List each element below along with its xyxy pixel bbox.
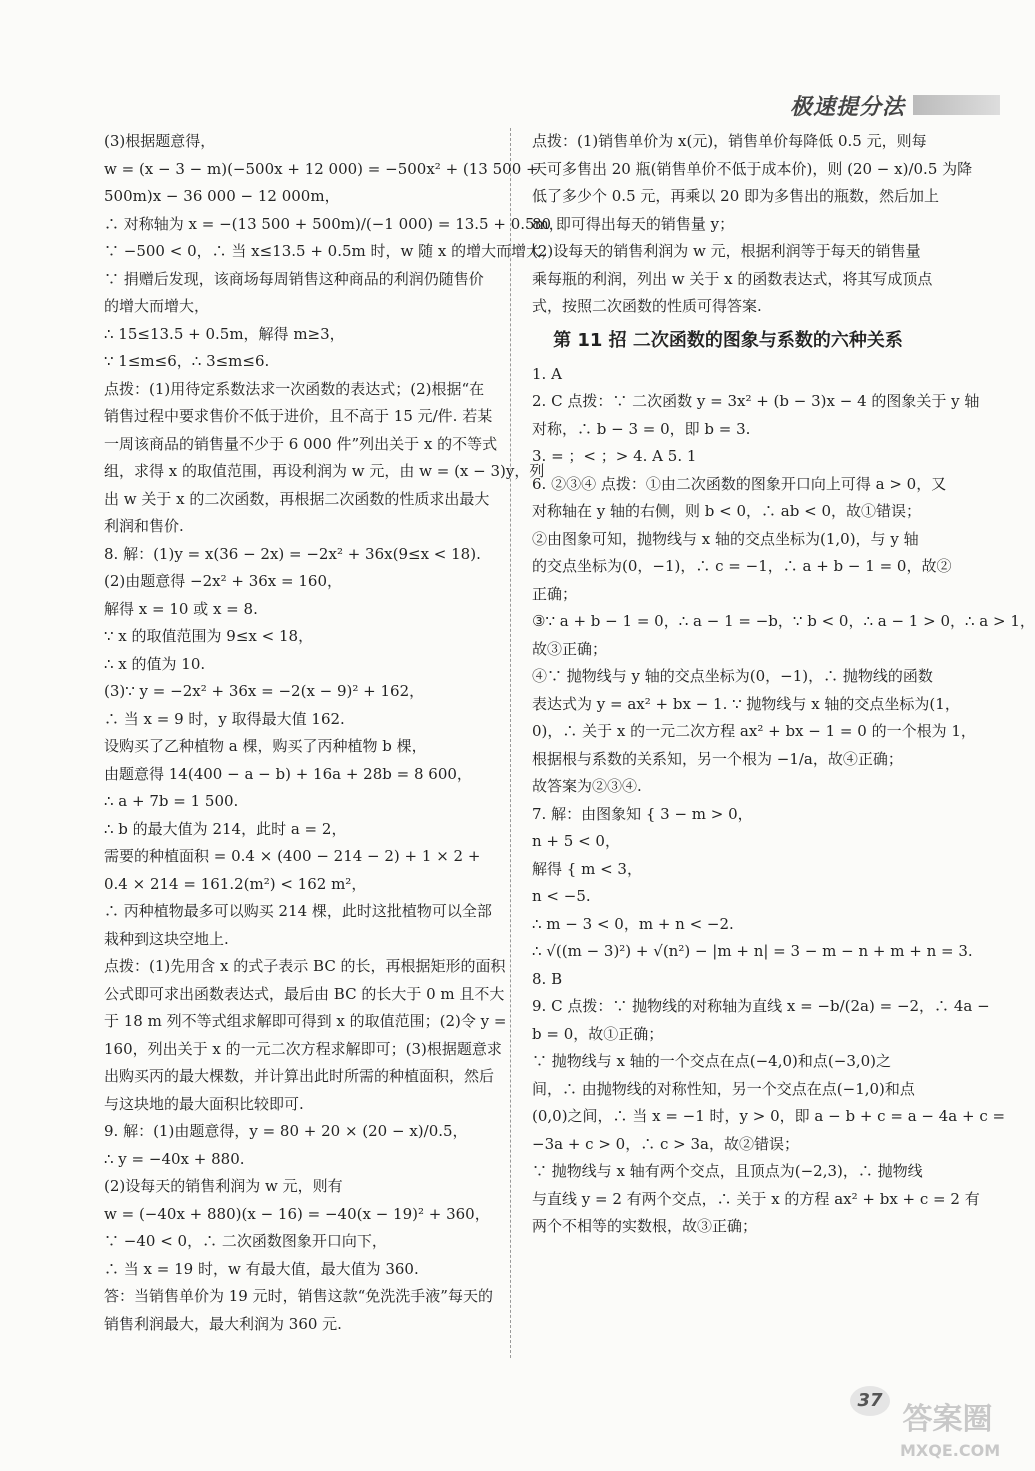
text-line: 设购买了乙种植物 a 棵，购买了丙种植物 b 棵， bbox=[104, 737, 427, 755]
text-line: 正确； bbox=[532, 584, 578, 603]
text-line: 销售过程中要求售价不低于进价，且不高于 15 元/件. 若某 bbox=[104, 407, 493, 425]
text-line: 2. C 点拨：∵ 二次函数 y = 3x² + (b − 3)x − 4 的图象关于 y 轴 bbox=[532, 392, 980, 410]
text-line: 点拨：(1)先用含 x 的式子表示 BC 的长，再根据矩形的面积 bbox=[104, 957, 506, 975]
text-line: 表达式为 y = ax² + bx − 1. ∵ 抛物线与 x 轴的交点坐标为(1， bbox=[532, 694, 960, 713]
text-line: 天可多售出 20 瓶(销售单价不低于成本价)，则 (20 − x)/0.5 为降 bbox=[532, 159, 973, 178]
text-line: (2)设每天的销售利润为 w 元，则有 bbox=[104, 1177, 343, 1195]
watermark bbox=[900, 1400, 1001, 1470]
text-line: 点拨：(1)用待定系数法求一次函数的表达式；(2)根据“在 bbox=[104, 379, 485, 398]
text-line: 栽种到这块空地上. bbox=[104, 929, 229, 948]
text-line: 点拨：(1)销售单价为 x(元)，销售单价每降低 0.5 元，则每 bbox=[532, 132, 927, 150]
text-line: w = (x − 3 − m)(−500x + 12 000) = −500x² + (13 500 + bbox=[104, 159, 539, 178]
text-line: ∴ b 的最大值为 214，此时 a = 2， bbox=[104, 819, 347, 838]
text-line: 乘每瓶的利润，列出 w 关于 x 的函数表达式，将其写成顶点 bbox=[532, 269, 933, 288]
text-line: 7. 解：由图象知 { 3 − m > 0， bbox=[532, 804, 753, 823]
text-line: ∴ 当 x = 19 时，w 有最大值，最大值为 360. bbox=[104, 1259, 419, 1278]
text-line: ∴ 15≤13.5 + 0.5m，解得 m≥3， bbox=[104, 324, 345, 343]
text-line: 利润和售价. bbox=[104, 517, 184, 535]
brand-title: 极速提分法 bbox=[790, 94, 906, 120]
text-line: 故③正确； bbox=[532, 639, 608, 658]
text-line: (3)根据题意得， bbox=[104, 132, 216, 150]
text-line: 80 即可得出每天的销售量 y； bbox=[532, 214, 735, 233]
text-line: 8. B bbox=[532, 969, 563, 988]
page-number: 37 bbox=[850, 1386, 890, 1416]
text-line: 于 18 m 列不等式组求解即可得到 x 的取值范围；(2)令 y = bbox=[104, 1012, 507, 1030]
text-line: ∵ 抛物线与 x 轴有两个交点，且顶点为(−2,3)，∴ 抛物线 bbox=[532, 1162, 923, 1180]
text-line: ∵ 1≤m≤6，∴ 3≤m≤6. bbox=[104, 352, 270, 370]
watermark-cn: 答案圈 bbox=[902, 1402, 993, 1437]
text-line: 式，按照二次函数的性质可得答案. bbox=[532, 297, 762, 315]
column-divider bbox=[510, 128, 511, 1358]
watermark-en: MXQE.COM bbox=[900, 1441, 1001, 1460]
text-line: (2)由题意得 −2x² + 36x = 160， bbox=[104, 572, 342, 590]
text-line: ∴ m − 3 < 0，m + n < −2. bbox=[532, 914, 734, 933]
text-line: (0,0)之间，∴ 当 x = −1 时，y > 0，即 a − b + c = a − 4a + c = bbox=[532, 1107, 1006, 1125]
text-line: 根据根与系数的关系知，另一个根为 −1/a，故④正确； bbox=[532, 749, 903, 768]
text-line: 两个不相等的实数根，故③正确； bbox=[532, 1217, 758, 1235]
text-line: b = 0，故①正确； bbox=[532, 1024, 664, 1043]
text-line: 出 w 关于 x 的二次函数，再根据二次函数的性质求出最大 bbox=[104, 489, 490, 508]
text-line: 6. ②③④ 点拨：①由二次函数的图象开口向上可得 a > 0，又 bbox=[532, 474, 947, 493]
text-line: ③∵ a + b − 1 = 0，∴ a − 1 = −b，∵ b < 0，∴ a − 1 > 0，∴ a > 1， bbox=[532, 612, 1035, 630]
text-line: 9. 解：(1)由题意得，y = 80 + 20 × (20 − x)/0.5， bbox=[104, 1122, 468, 1140]
text-line: 组，求得 x 的取值范围，再设利润为 w 元，由 w = (x − 3)y，列 bbox=[104, 462, 545, 480]
text-line: 与这块地的最大面积比较即可. bbox=[104, 1094, 304, 1113]
header-brand bbox=[790, 88, 1000, 122]
text-line: ∴ 丙种植物最多可以购买 214 棵，此时这批植物可以全部 bbox=[104, 902, 492, 920]
text-line: ∵ −40 < 0，∴ 二次函数图象开口向下， bbox=[104, 1232, 387, 1250]
text-line: 故答案为②③④. bbox=[532, 777, 642, 795]
text-line: (3)∵ y = −2x² + 36x = −2(x − 9)² + 162， bbox=[104, 682, 425, 700]
text-line: 需要的种植面积 = 0.4 × (400 − 214 − 2) + 1 × 2 + bbox=[104, 847, 481, 865]
text-line: 公式即可求出函数表达式，最后由 BC 的长大于 0 m 且不大 bbox=[104, 984, 505, 1003]
text-line: 一周该商品的销售量不少于 6 000 件”列出关于 x 的不等式 bbox=[104, 434, 498, 453]
text-line: 对称轴在 y 轴的右侧，则 b < 0，∴ ab < 0，故①错误； bbox=[532, 502, 921, 520]
text-line: 的增大而增大， bbox=[104, 297, 210, 315]
text-line: 160，列出关于 x 的一元二次方程求解即可；(3)根据题意求 bbox=[104, 1039, 502, 1058]
text-line: 答：当销售单价为 19 元时，销售这款“免洗洗手液”每天的 bbox=[104, 1287, 493, 1305]
text-line: n + 5 < 0， bbox=[532, 832, 620, 850]
text-line: ∵ x 的取值范围为 9≤x < 18， bbox=[104, 627, 314, 645]
text-line: ④∵ 抛物线与 y 轴的交点坐标为(0，−1)，∴ 抛物线的函数 bbox=[532, 667, 933, 685]
text-line: 9. C 点拨：∵ 抛物线的对称轴为直线 x = −b/(2a) = −2，∴ 4a − bbox=[532, 997, 990, 1015]
brand-bar bbox=[913, 95, 1000, 115]
text-line: w = (−40x + 880)(x − 16) = −40(x − 19)² + 360， bbox=[104, 1204, 490, 1223]
text-line: ∴ 当 x = 9 时，y 取得最大值 162. bbox=[104, 709, 345, 728]
text-line: ②由图象可知，抛物线与 x 轴的交点坐标为(1,0)，与 y 轴 bbox=[532, 529, 919, 548]
text-line: (2)设每天的销售利润为 w 元，根据利润等于每天的销售量 bbox=[532, 242, 921, 260]
section-title: 第 11 招 二次函数的图象与系数的六种关系 bbox=[553, 329, 903, 351]
text-line: 对称，∴ b − 3 = 0，即 b = 3. bbox=[532, 419, 751, 438]
text-line: ∴ a + 7b = 1 500. bbox=[104, 792, 239, 810]
text-line: 由题意得 14(400 − a − b) + 16a + 28b = 8 600， bbox=[104, 764, 472, 783]
text-line: ∴ 对称轴为 x = −(13 500 + 500m)/(−1 000) = 13.5 + 0.5m， bbox=[104, 214, 564, 233]
text-line: 与直线 y = 2 有两个交点，∴ 关于 x 的方程 ax² + bx + c = 2 有 bbox=[532, 1189, 980, 1208]
text-line: 解得 x = 10 或 x = 8. bbox=[104, 599, 258, 618]
right-column bbox=[532, 128, 1035, 1241]
text-line: n < −5. bbox=[532, 887, 591, 905]
text-line: 销售利润最大，最大利润为 360 元. bbox=[104, 1314, 342, 1333]
text-line: ∴ x 的值为 10. bbox=[104, 654, 206, 673]
text-line: 间，∴ 由抛物线的对称性知，另一个交点在点(−1,0)和点 bbox=[532, 1079, 915, 1098]
text-line: ∵ −500 < 0，∴ 当 x≤13.5 + 0.5m 时，w 随 x 的增大而增大， bbox=[104, 242, 557, 260]
text-line: 8. 解：(1)y = x(36 − 2x) = −2x² + 36x(9≤x < 18). bbox=[104, 544, 481, 563]
text-line: 0.4 × 214 = 161.2(m²) < 162 m²， bbox=[104, 874, 367, 893]
text-line: ∵ 捐赠后发现，该商场每周销售这种商品的利润仍随售价 bbox=[104, 269, 484, 288]
text-line: 出购买丙的最大棵数，并计算出此时所需的种植面积，然后 bbox=[104, 1067, 495, 1085]
text-line: 0)，∴ 关于 x 的一元二次方程 ax² + bx − 1 = 0 的一个根为 1， bbox=[532, 722, 976, 740]
text-line: ∴ y = −40x + 880. bbox=[104, 1149, 245, 1168]
text-line: 1. A bbox=[532, 364, 562, 383]
text-line: 500m)x − 36 000 − 12 000m， bbox=[104, 187, 340, 205]
text-line: 3. = ；< ；> 4. A 5. 1 bbox=[532, 447, 697, 465]
text-line: 低了多少个 0.5 元，再乘以 20 即为多售出的瓶数，然后加上 bbox=[532, 187, 940, 205]
text-line: ∵ 抛物线与 x 轴的一个交点在点(−4,0)和点(−3,0)之 bbox=[532, 1052, 892, 1070]
text-line: −3a + c > 0，∴ c > 3a，故②错误； bbox=[532, 1134, 799, 1153]
text-line: ∴ √((m − 3)²) + √(n²) − |m + n| = 3 − m − n + m + n = 3. bbox=[532, 942, 973, 960]
text-line: 解得 { m < 3， bbox=[532, 859, 642, 878]
text-line: 的交点坐标为(0，−1)，∴ c = −1，∴ a + b − 1 = 0，故② bbox=[532, 557, 952, 575]
